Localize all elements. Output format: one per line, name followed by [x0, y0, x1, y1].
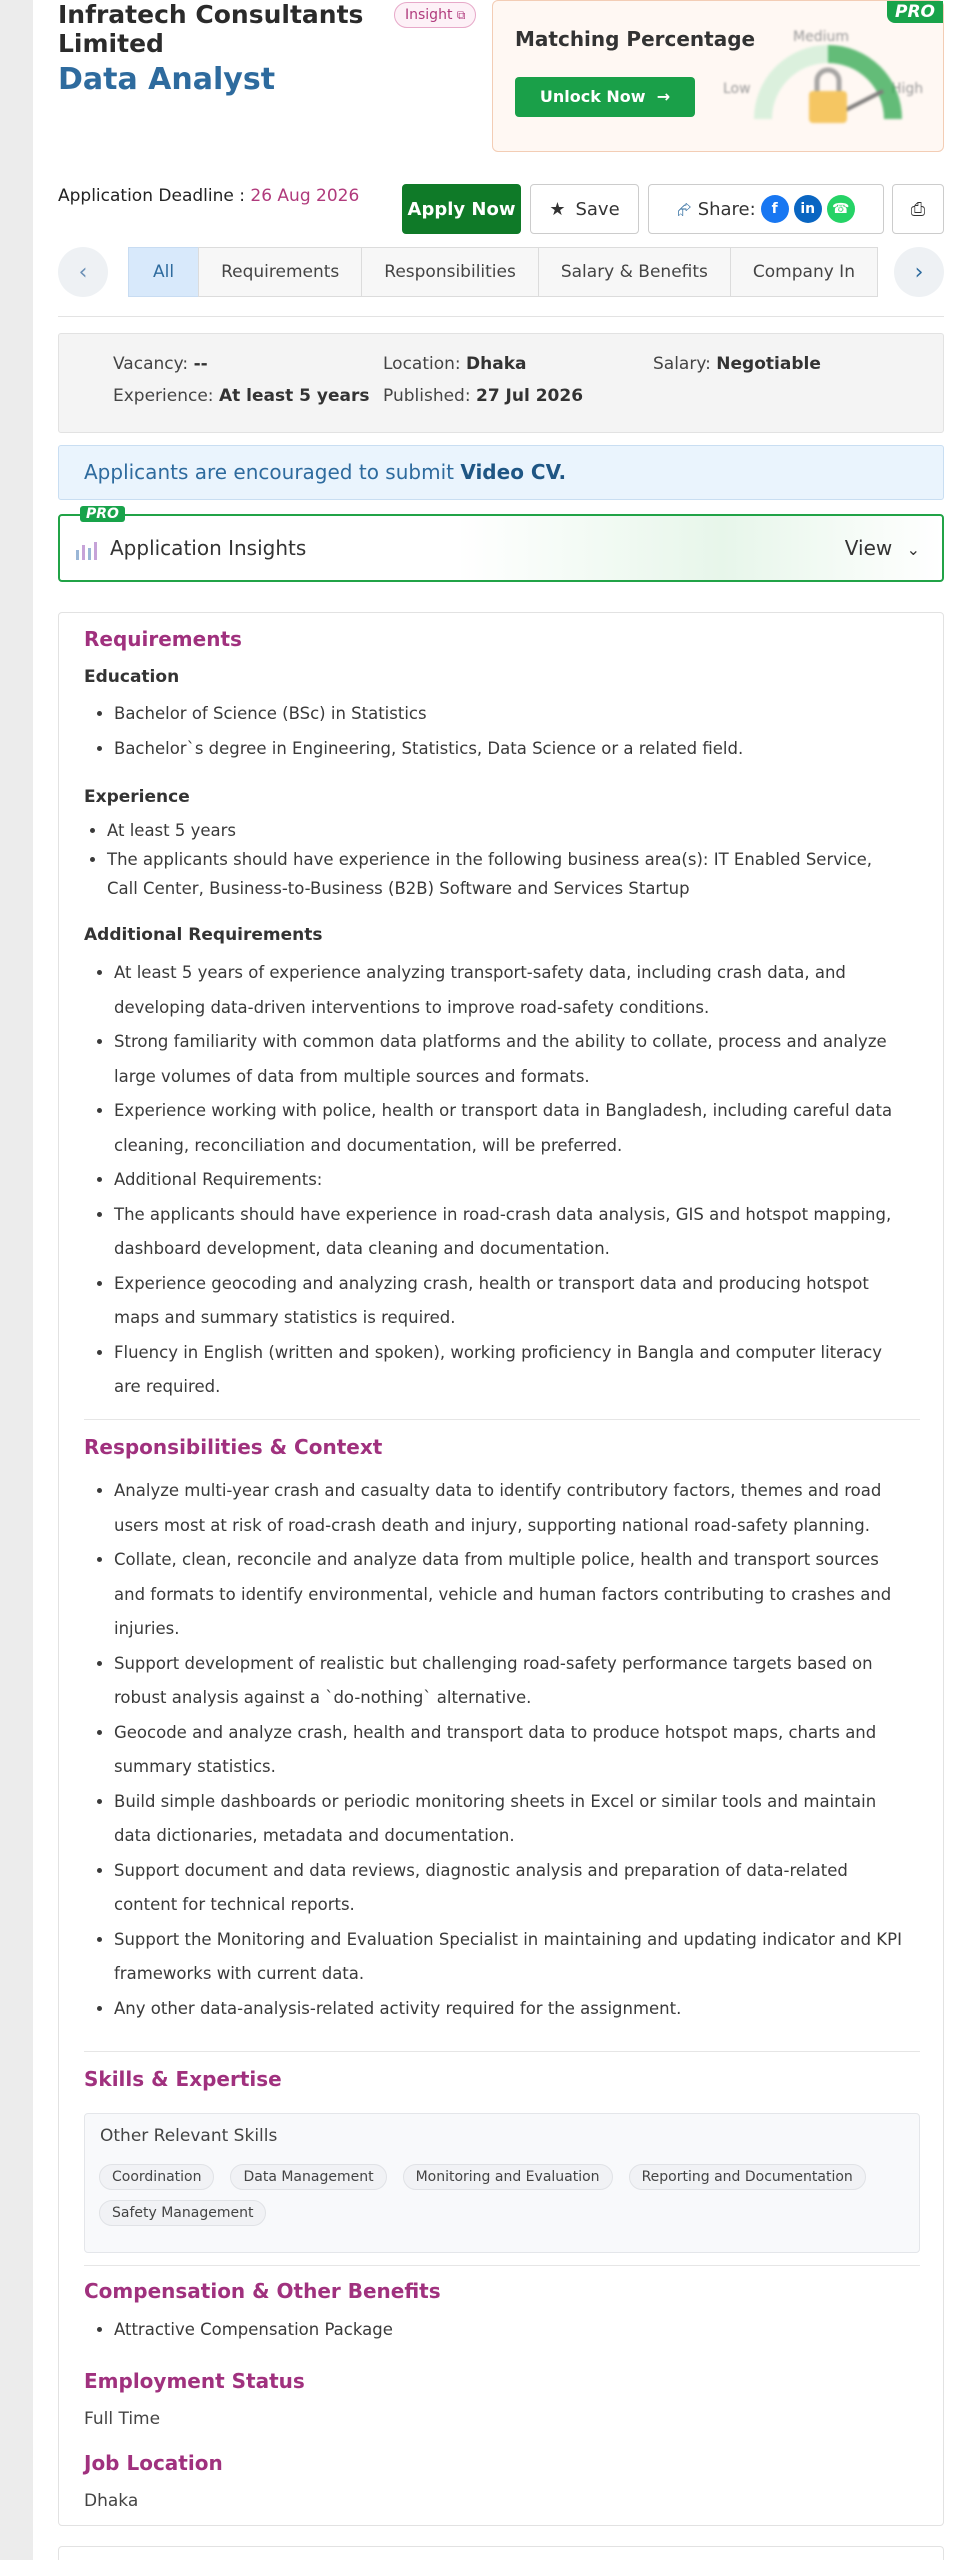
whatsapp-icon[interactable]: ☎: [827, 195, 855, 223]
job-location-title: Job Location: [84, 2451, 223, 2475]
employment-status-title: Employment Status: [84, 2369, 305, 2393]
deadline-date: 26 Aug 2026: [250, 186, 360, 206]
tab-all[interactable]: All: [128, 247, 199, 297]
tab-responsibilities[interactable]: Responsibilities: [361, 247, 539, 297]
share-label: Share:: [697, 198, 756, 220]
pro-tag: PRO: [80, 506, 125, 522]
list-item: • Bachelor of Science (BSc) in Statistics: [114, 697, 904, 732]
print-icon: ⎙: [910, 198, 926, 220]
arrow-right-icon: →: [651, 87, 671, 106]
other-skills-label: Other Relevant Skills: [100, 2126, 278, 2146]
vacancy-value: --: [193, 354, 208, 374]
list-item: • The applicants should have experience in road-crash data analysis, GIS and hotspot mapping, dashboard development, data cleaning and documentation.: [114, 1198, 904, 1267]
job-summary: [58, 333, 944, 433]
insight-badge-label: Insight: [405, 7, 453, 23]
video-cv-banner: [58, 445, 944, 500]
list-item: • Fluency in English (written and spoken), working proficiency in Bangla and computer literacy are required.: [114, 1336, 904, 1405]
skill-chips: [99, 2164, 899, 2226]
pro-badge: PRO: [887, 1, 943, 23]
job-details-card: [58, 612, 944, 2526]
responsibilities-title: Responsibilities & Context: [84, 1435, 383, 1459]
additional-requirements-title: Additional Requirements: [84, 925, 323, 945]
list-item: • Experience geocoding and analyzing crash, health or transport data and producing hotspot maps and summary statistics is required.: [114, 1267, 904, 1336]
share-icon: ⮳: [677, 198, 692, 220]
job-location-value: Dhaka: [84, 2491, 139, 2511]
skills-title: Skills & Expertise: [84, 2067, 282, 2091]
gauge-label-medium: Medium: [793, 29, 849, 45]
save-label: Save: [575, 198, 620, 220]
skill-chip[interactable]: Monitoring and Evaluation: [403, 2164, 613, 2190]
list-item: • Bachelor`s degree in Engineering, Statistics, Data Science or a related field.: [114, 732, 904, 767]
compensation-list: [114, 2313, 904, 2348]
education-title: Education: [84, 667, 180, 687]
star-icon: ★: [549, 198, 566, 220]
external-link-icon: ⧉: [456, 8, 466, 22]
bar-chart-icon: [74, 538, 100, 562]
location: [383, 354, 527, 374]
divider: [84, 2051, 920, 2052]
experience: [113, 386, 369, 406]
matching-title: Matching Percentage: [515, 27, 756, 51]
insights-view-label: View: [844, 536, 893, 560]
application-insights-bar[interactable]: [58, 506, 944, 582]
linkedin-icon[interactable]: in: [794, 195, 822, 223]
divider: [84, 2265, 920, 2266]
responsibilities-list: [114, 1474, 904, 2026]
chevron-down-icon: ⌄: [906, 540, 920, 559]
list-item: • Strong familiarity with common data platforms and the ability to collate, process and analyze large volumes of data from multiple sources and formats.: [114, 1025, 904, 1094]
gauge-lock-icon: [723, 19, 933, 134]
gauge-label-high: High: [891, 81, 924, 97]
list-item: • Experience working with police, health or transport data in Bangladesh, including careful data cleaning, reconciliation and documentation, will be preferred.: [114, 1094, 904, 1163]
experience-label: Experience:: [113, 386, 214, 406]
published-label: Published:: [383, 386, 471, 406]
insight-badge[interactable]: [394, 2, 476, 28]
list-item: • Support the Monitoring and Evaluation Specialist in maintaining and updating indicator and KPI frameworks with current data.: [114, 1923, 904, 1992]
compensation-title: Compensation & Other Benefits: [84, 2279, 441, 2303]
skill-chip[interactable]: Reporting and Documentation: [629, 2164, 866, 2190]
list-item: • Additional Requirements:: [114, 1163, 904, 1198]
job-title: Data Analyst: [58, 62, 276, 97]
tabs-scroll-right-icon[interactable]: ›: [894, 247, 944, 297]
save-button[interactable]: [530, 184, 639, 234]
tab-requirements[interactable]: Requirements: [198, 247, 362, 297]
skills-box: [84, 2113, 920, 2253]
education-list: [114, 697, 904, 766]
facebook-icon[interactable]: f: [761, 195, 789, 223]
list-item: • Analyze multi-year crash and casualty data to identify contributory factors, themes and road users most at risk of road-crash death and injury, supporting national road-safety planning.: [114, 1474, 904, 1543]
skill-chip[interactable]: Coordination: [99, 2164, 214, 2190]
gauge-label-low: Low: [723, 81, 751, 97]
list-item: • Support document and data reviews, diagnostic analysis and preparation of data-related content for technical reports.: [114, 1854, 904, 1923]
tab-list: [128, 247, 880, 297]
location-label: Location:: [383, 354, 461, 374]
salary-value: Negotiable: [716, 354, 821, 374]
video-cv-text: Applicants are encouraged to submit: [84, 460, 454, 484]
insights-view-toggle[interactable]: [845, 536, 920, 560]
print-button[interactable]: [892, 184, 944, 234]
company-name[interactable]: Infratech Consultants Limited: [58, 0, 364, 58]
list-item: • Geocode and analyze crash, health and transport data to produce hotspot maps, charts and summary statistics.: [114, 1716, 904, 1785]
list-item: • At least 5 years: [107, 816, 897, 845]
list-item: • Collate, clean, reconcile and analyze data from multiple police, health and transport sources and formats to identify environmental, vehicle and human factors contributing to crashes and injuries.: [114, 1543, 904, 1647]
experience-value: At least 5 years: [218, 386, 370, 406]
unlock-now-button[interactable]: [515, 77, 695, 117]
list-item: • At least 5 years of experience analyzing transport-safety data, including crash data, and developing data-driven interventions to improve road-safety conditions.: [114, 956, 904, 1025]
experience-title: Experience: [84, 787, 190, 807]
apply-now-button[interactable]: Apply Now: [402, 184, 521, 234]
divider: [58, 316, 944, 317]
left-gutter: [0, 0, 33, 2560]
tab-salary-benefits[interactable]: Salary & Benefits: [538, 247, 731, 297]
tabs-scroll-left-icon[interactable]: ‹: [58, 247, 108, 297]
skill-chip[interactable]: Safety Management: [99, 2200, 266, 2226]
tab-company-info[interactable]: Company In: [730, 247, 878, 297]
list-item: • The applicants should have experience in the following business area(s): IT Enabled Service, Call Center, Business-to-Business (B2B) Software and Services Startup: [107, 845, 897, 903]
location-value: Dhaka: [466, 354, 527, 374]
application-deadline: [58, 186, 359, 206]
published-value: 27 Jul 2026: [475, 386, 584, 406]
share-group: [648, 184, 884, 234]
vacancy: [113, 354, 208, 374]
deadline-label: Application Deadline :: [58, 186, 245, 206]
next-card-edge: [58, 2546, 944, 2560]
unlock-now-label: Unlock Now: [539, 87, 646, 106]
employment-status-value: Full Time: [84, 2409, 161, 2429]
section-tabs: [58, 247, 944, 299]
video-cv-bold: Video CV.: [460, 460, 567, 484]
divider: [84, 1419, 920, 1420]
requirements-title: Requirements: [84, 627, 242, 651]
list-item: • Attractive Compensation Package: [114, 2313, 904, 2348]
list-item: • Support development of realistic but challenging road-safety performance targets based on robust analysis against a `do-nothing` alternative.: [114, 1647, 904, 1716]
salary-label: Salary:: [653, 354, 711, 374]
matching-percentage-card: [492, 0, 944, 152]
vacancy-label: Vacancy:: [113, 354, 189, 374]
skill-chip[interactable]: Data Management: [230, 2164, 386, 2190]
additional-requirements-list: [114, 956, 904, 1405]
experience-list: [107, 816, 897, 903]
salary: [653, 354, 821, 374]
insights-title: Application Insights: [110, 536, 307, 560]
published: [383, 386, 583, 406]
list-item: • Any other data-analysis-related activity required for the assignment.: [114, 1992, 904, 2027]
list-item: • Build simple dashboards or periodic monitoring sheets in Excel or similar tools and maintain data dictionaries, metadata and documentation.: [114, 1785, 904, 1854]
